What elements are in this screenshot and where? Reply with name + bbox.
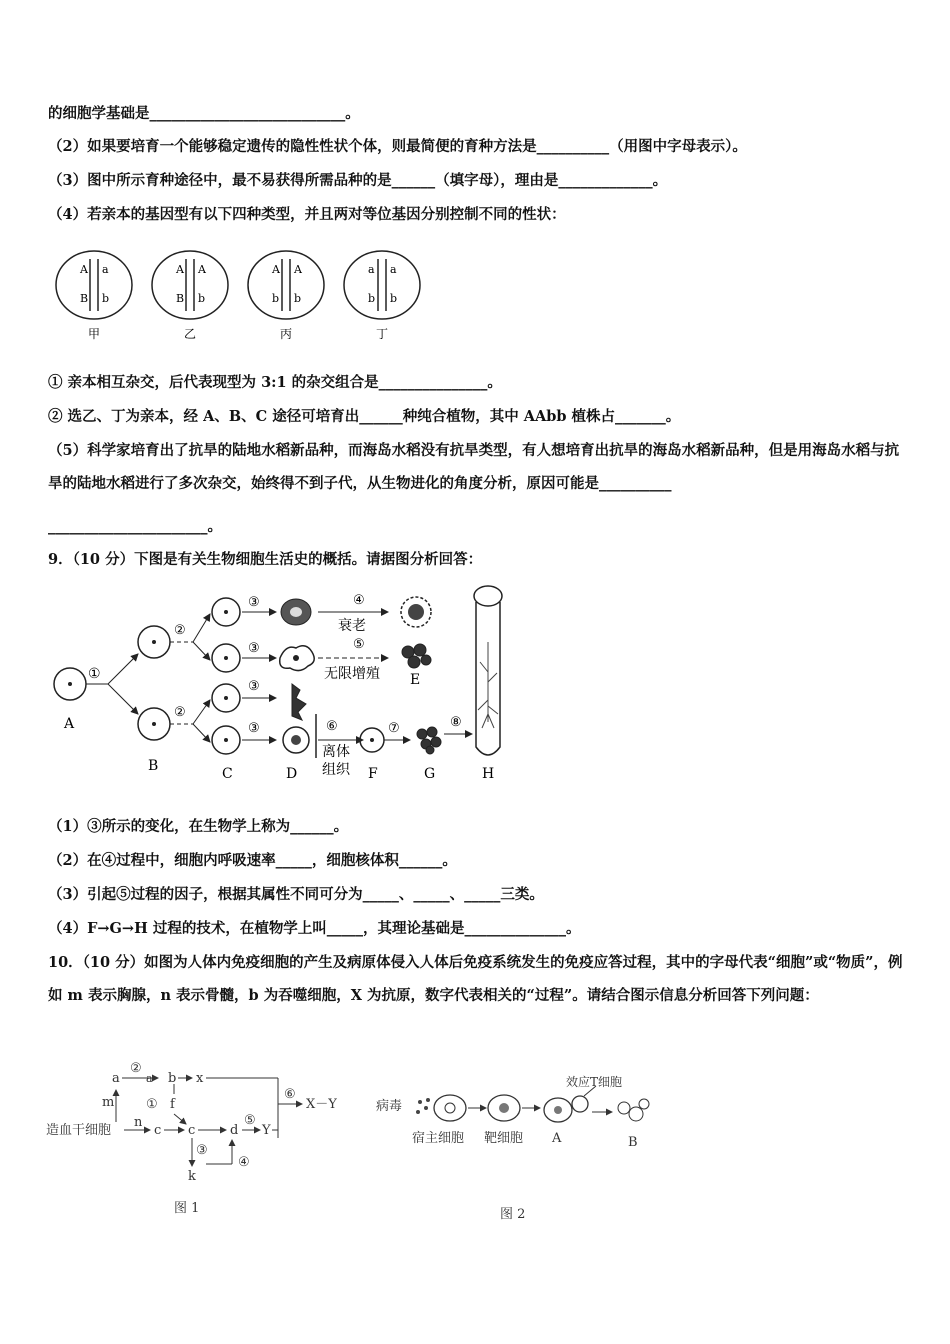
cell-bing-g4: b (294, 292, 302, 305)
f2-host: 宿主细胞 (412, 1131, 465, 1146)
f2-B: B (628, 1135, 638, 1150)
f1-xy: X－Y (306, 1097, 337, 1112)
q8-sub1: ① 亲本相互杂交，后代表现型为 3:1 的杂交组合是_______________。 (48, 374, 502, 391)
cell-yi-g3: B (176, 292, 185, 305)
f1-n: n (134, 1115, 143, 1130)
f1-a2: a (146, 1072, 153, 1085)
label-C: C (222, 766, 233, 782)
f1-b: b (168, 1071, 177, 1086)
cell-ding-g4: b (390, 292, 398, 305)
num-1: ① (88, 666, 101, 682)
num-4: ④ (353, 593, 365, 608)
cell-ding-g2: a (390, 263, 397, 276)
f2-virus: 病毒 (376, 1099, 403, 1114)
f1-num6: ⑥ (284, 1087, 296, 1102)
f1-num3: ③ (196, 1143, 208, 1158)
f1-num2: ② (130, 1061, 142, 1076)
label-B: B (148, 758, 159, 774)
prolif-label: 无限增殖 (324, 666, 380, 682)
q8-part5: （5）科学家培育出了抗旱的陆地水稻新品种，而海岛水稻没有抗旱类型，有人想培育出抗旱的海岛水稻新品种，但是用海岛水稻与抗旱的陆地水稻进行了多次杂交，始终得不到子代，从生物进化的角度分析，原因可能是__________ (48, 442, 900, 492)
cell-yi-g2: A (198, 263, 206, 276)
f1-num1: ① (146, 1097, 158, 1112)
num-6: ⑥ (326, 719, 338, 734)
f1-caption: 图 1 (174, 1201, 200, 1216)
f1-source: 造血干细胞 (46, 1123, 112, 1138)
f1-x: x (196, 1071, 204, 1086)
f1-d: d (230, 1123, 239, 1138)
cell-jia-label: 甲 (88, 327, 101, 341)
isolated-label-2: 组织 (322, 762, 350, 778)
cell-jia-g3: B (80, 292, 89, 305)
label-G: G (424, 766, 436, 782)
cell-ding-label: 丁 (376, 327, 389, 341)
cell-bing-g1: A (272, 263, 280, 276)
immune-figure-2 (372, 1072, 672, 1222)
cell-bing-g2: A (294, 263, 302, 276)
num-3-a: ③ (248, 595, 260, 610)
isolated-label-1: 离体 (322, 744, 350, 760)
cell-ding-g1: a (368, 263, 375, 276)
aging-label: 衰老 (338, 618, 366, 634)
label-A: A (64, 716, 75, 732)
f1-k: k (188, 1169, 196, 1184)
f2-effector-t: 效应T细胞 (566, 1075, 623, 1089)
num-3-c: ③ (248, 679, 260, 694)
q8-part2: （2）如果要培育一个能够稳定遗传的隐性性状个体，则最简便的育种方法是__________（用图中字母表示）。 (48, 138, 747, 155)
cell-jia-g1: A (80, 263, 88, 276)
num-8: ⑧ (450, 715, 462, 730)
cell-yi (152, 251, 228, 341)
cell-jia-g2: a (102, 263, 109, 276)
f1-f: f (170, 1097, 175, 1112)
num-2-lower: ② (174, 705, 186, 720)
f1-Y: Y (262, 1123, 271, 1138)
num-7: ⑦ (388, 721, 400, 736)
q8-part4: （4）若亲本的基因型有以下四种类型，并且两对等位基因分别控制不同的性状： (48, 206, 566, 223)
q8-sub2: ② 选乙、丁为亲本，经 A、B、C 途径可培育出______种纯合植物，其中 AAbb 植株占_______。 (48, 408, 681, 425)
cell-jia-g4: b (102, 292, 110, 305)
cell-bing-label: 丙 (280, 327, 293, 341)
q9-ans2: （2）在④过程中，细胞内呼吸速率_____，细胞核体积______。 (48, 852, 457, 869)
q9-heading: 9．（10 分）下图是有关生物细胞生活史的概括。请据图分析回答： (48, 551, 483, 568)
cell-jia (56, 251, 132, 341)
f2-A: A (552, 1131, 562, 1146)
num-3-d: ③ (248, 721, 260, 736)
f1-num5: ⑤ (244, 1113, 256, 1128)
num-2-upper: ② (174, 623, 186, 638)
f1-a: a (112, 1071, 120, 1086)
q8-part3: （3）图中所示育种途径中，最不易获得所需品种的是______（填字母），理由是_____________。 (48, 172, 668, 189)
label-D: D (286, 766, 298, 782)
cell-yi-g1: A (176, 263, 184, 276)
cell-lifecycle-figure (48, 582, 518, 782)
cell-yi-label: 乙 (184, 327, 197, 341)
label-H: H (482, 766, 495, 782)
f1-c2: c (188, 1123, 196, 1138)
q9-ans1: （1）③所示的变化，在生物学上称为______。 (48, 818, 349, 835)
genotype-cells-figure (50, 245, 430, 345)
cell-ding-g3: b (368, 292, 376, 305)
label-F: F (368, 766, 378, 782)
immune-figure-1 (46, 1060, 366, 1220)
q10-heading: 10．（10 分）如图为人体内免疫细胞的产生及病原体侵入人体后免疫系统发生的免疫应答过程，其中的字母代表“细胞”或“物质”，例如 m 表示胸腺，n 表示骨髓，b 为吞噬细胞，X 为抗原，数字代表相关的“过程”。请结合图示信息分析回答下列问题： (48, 954, 903, 1004)
cell-bing-g3: b (272, 292, 280, 305)
q8-part5-blank: ______________________。 (48, 518, 222, 535)
cell-bing (248, 251, 324, 341)
q8-line0: 的细胞学基础是___________________________。 (48, 105, 360, 122)
f1-m: m (102, 1095, 115, 1110)
q9-ans3: （3）引起⑤过程的因子，根据其属性不同可分为_____、_____、_____三类。 (48, 886, 544, 903)
cell-yi-g4: b (198, 292, 206, 305)
q9-ans4: （4）F→G→H 过程的技术，在植物学上叫_____，其理论基础是______________。 (48, 920, 581, 937)
num-5: ⑤ (353, 637, 365, 652)
label-E: E (410, 672, 421, 688)
f1-c1: c (154, 1123, 162, 1138)
num-3-b: ③ (248, 641, 260, 656)
f2-caption: 图 2 (500, 1207, 526, 1222)
cell-ding (344, 251, 420, 341)
f2-target: 靶细胞 (484, 1131, 524, 1146)
f1-num4: ④ (238, 1155, 250, 1170)
